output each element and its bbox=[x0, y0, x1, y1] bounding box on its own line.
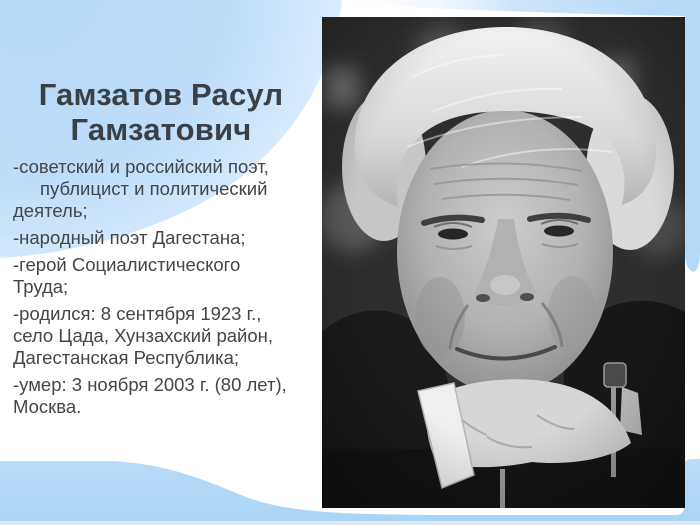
bullet-line: публицист и политический bbox=[40, 178, 268, 199]
bullet-list bbox=[0, 156, 322, 418]
bullet-line: село Цада, Хунзахский район, bbox=[13, 325, 274, 346]
bullet-line: Труда; bbox=[13, 276, 69, 297]
bullet-line: -родился: 8 сентября 1923 г., bbox=[13, 303, 262, 324]
bullet-item bbox=[13, 156, 320, 222]
portrait-photo bbox=[322, 17, 685, 508]
bullet-line: -советский и российский поэт, bbox=[13, 156, 269, 177]
bullet-line: Дагестанская Республика; bbox=[13, 347, 240, 368]
title-line-1: Гамзатов Расул bbox=[38, 77, 284, 112]
bullet-line: -умер: 3 ноября 2003 г. (80 лет), bbox=[13, 374, 287, 395]
bullet-line: -герой Социалистического bbox=[13, 254, 241, 275]
photo-vignette bbox=[322, 17, 685, 508]
page-title bbox=[0, 77, 322, 147]
title-line-2: Гамзатович bbox=[70, 112, 252, 147]
bullet-line: деятель; bbox=[13, 200, 88, 221]
bullet-item bbox=[13, 374, 320, 418]
bullet-item bbox=[13, 254, 320, 298]
bullet-item bbox=[13, 303, 320, 369]
bullet-item bbox=[13, 227, 320, 249]
text-column bbox=[0, 0, 322, 525]
bullet-line: -народный поэт Дагестана; bbox=[13, 227, 246, 248]
bullet-line: Москва. bbox=[13, 396, 82, 417]
